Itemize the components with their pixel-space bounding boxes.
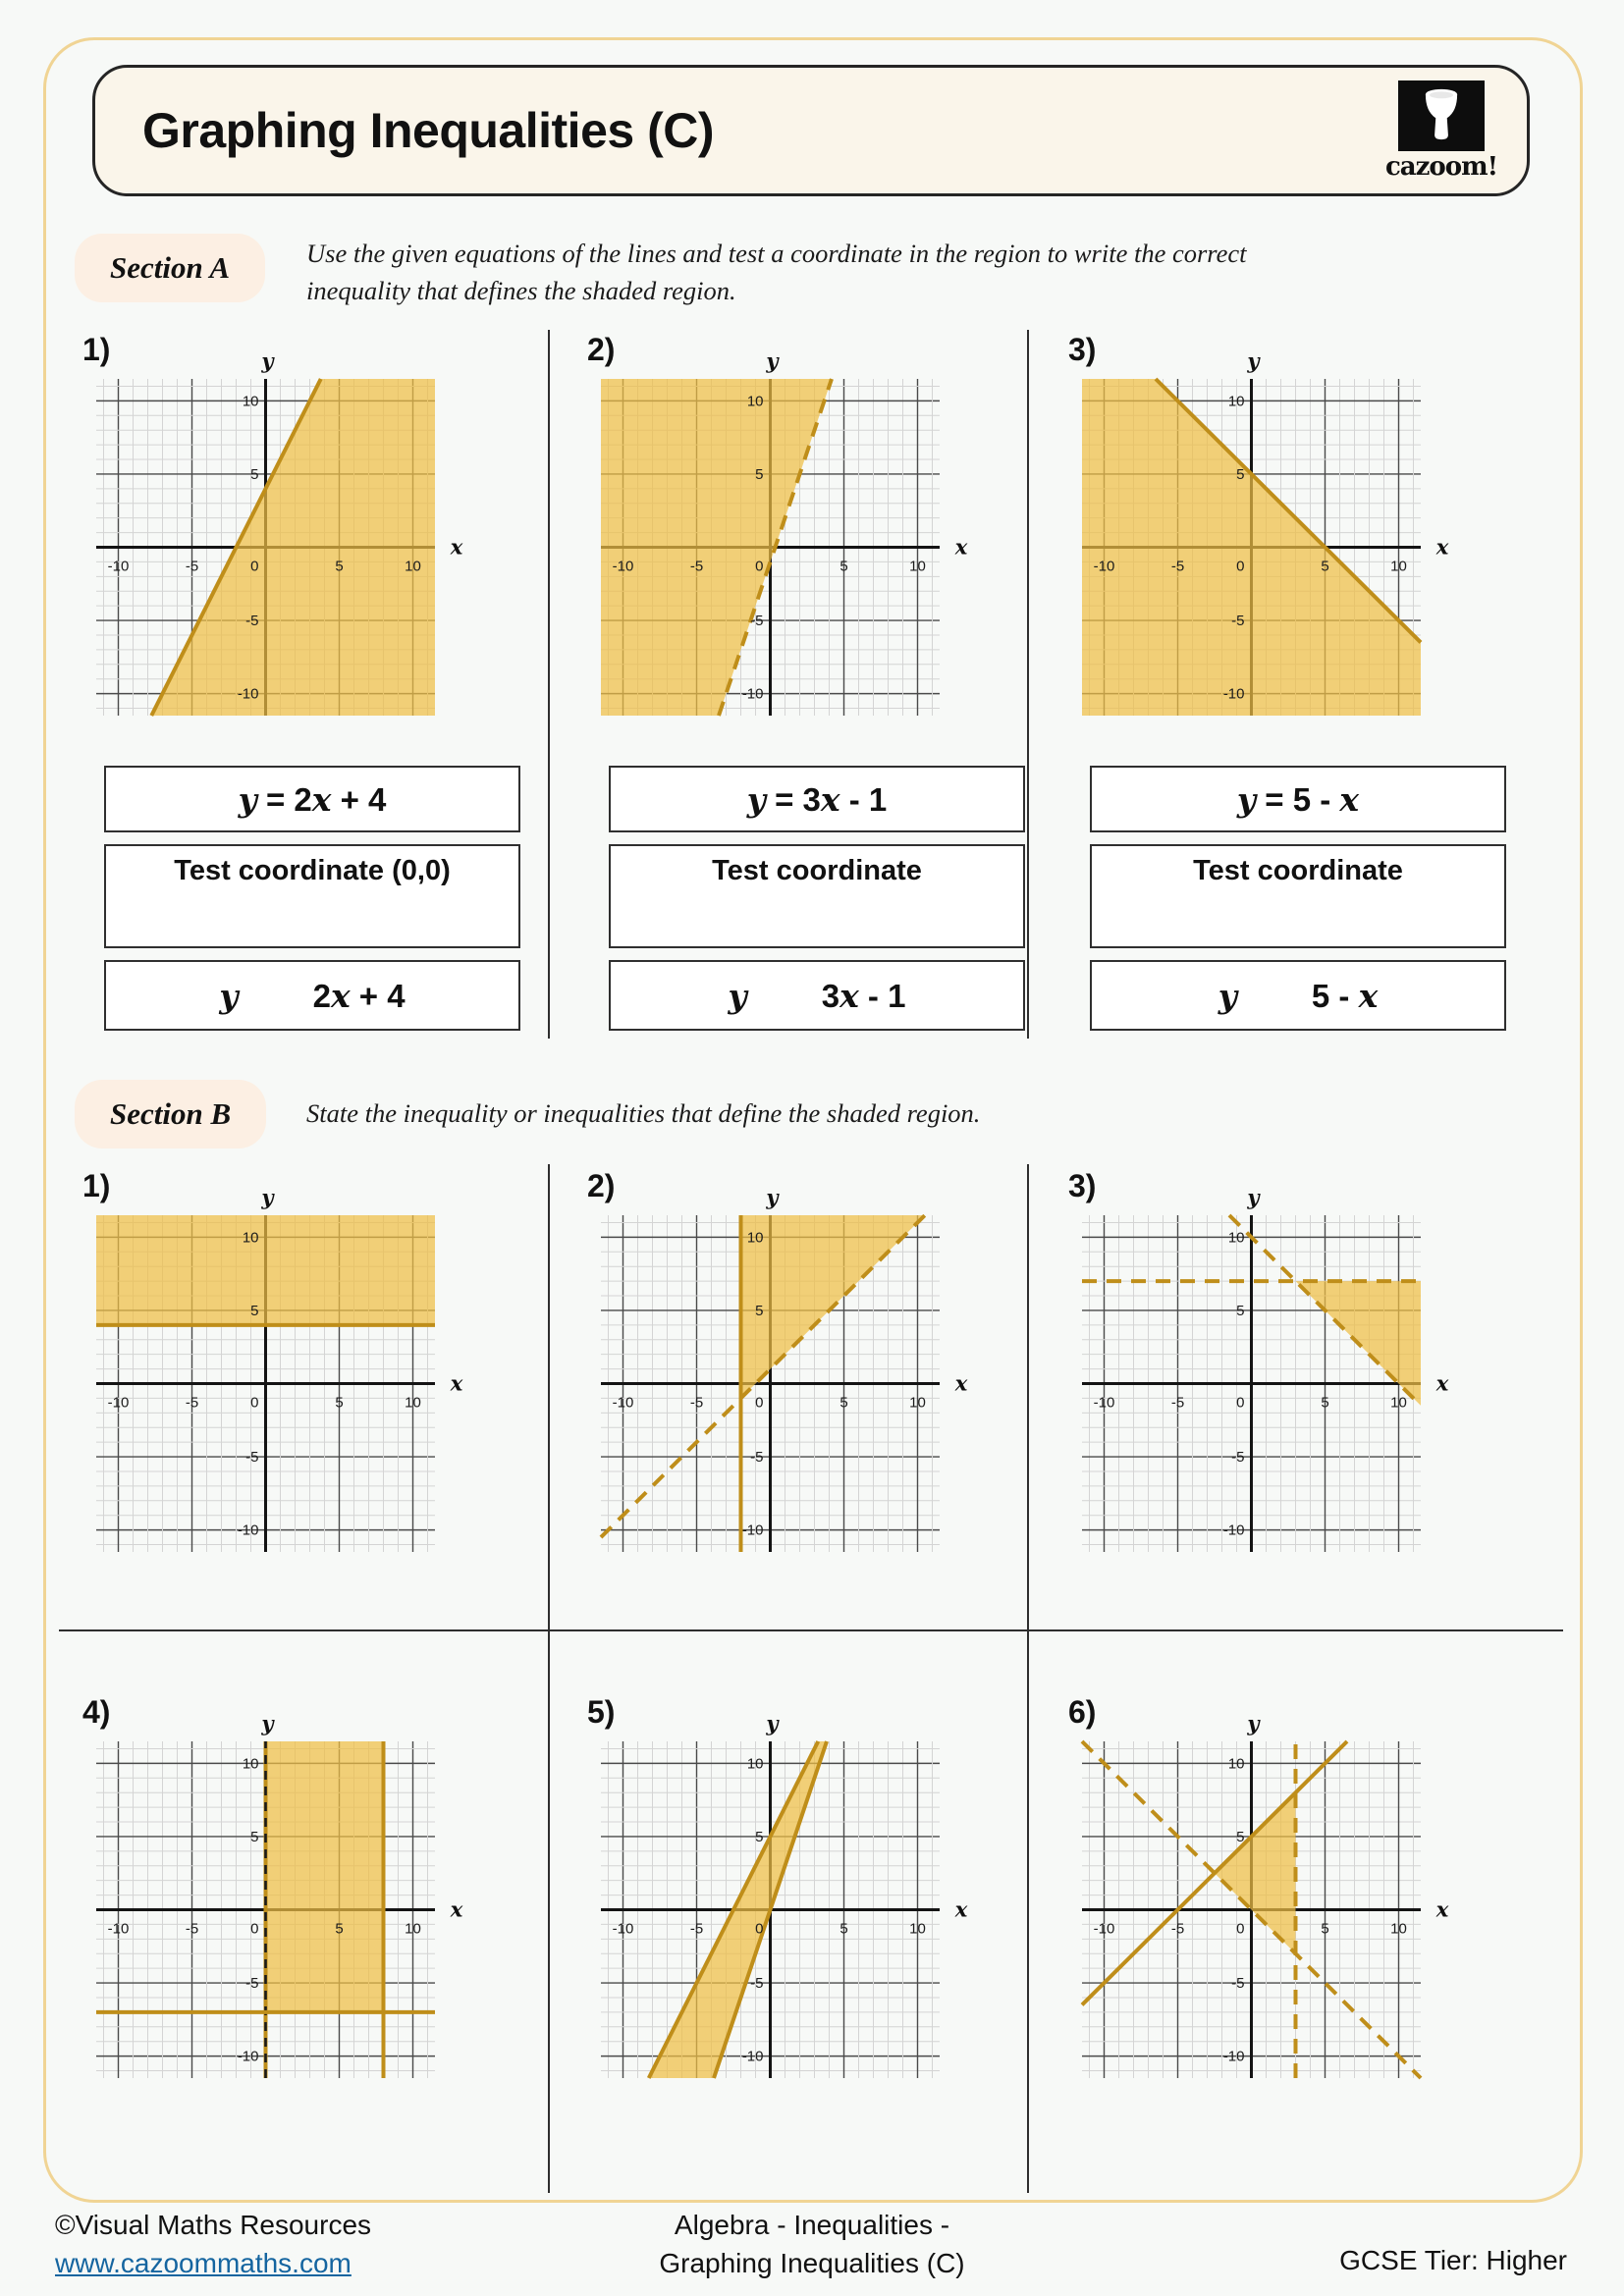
problem-number: 5) [587, 1694, 616, 1730]
section-b-problem [63, 1168, 534, 1688]
svg-text:0: 0 [755, 1394, 764, 1412]
svg-text:5: 5 [335, 1920, 344, 1938]
svg-text:-10: -10 [1222, 1522, 1245, 1539]
svg-text:-10: -10 [612, 1394, 634, 1412]
problem-number: 1) [82, 1168, 111, 1203]
footer-center [659, 2207, 964, 2282]
svg-text:-10: -10 [107, 558, 130, 575]
svg-text:10: 10 [405, 1920, 421, 1938]
svg-text:5: 5 [1236, 1302, 1245, 1319]
inequality-graph [1076, 1716, 1454, 2084]
svg-text:5: 5 [839, 1920, 848, 1938]
svg-text:5: 5 [839, 558, 848, 575]
svg-text:-5: -5 [750, 1449, 764, 1467]
answer-box[interactable] [1090, 960, 1506, 1031]
test-coordinate-box[interactable] [1090, 844, 1506, 948]
svg-text:10: 10 [1227, 1229, 1245, 1247]
test-coordinate-label: Test coordinate [1193, 855, 1403, 886]
equation-text: y = 5 - x [1236, 779, 1360, 819]
svg-text:-5: -5 [1231, 1975, 1245, 1993]
svg-text:-5: -5 [185, 1394, 199, 1412]
svg-text:-5: -5 [750, 1975, 764, 1993]
test-coordinate-label: Test coordinate (0,0) [174, 855, 451, 886]
svg-text:10: 10 [746, 1229, 764, 1247]
test-coordinate-box[interactable] [104, 844, 520, 948]
header [92, 65, 1530, 196]
svg-text:10: 10 [746, 1755, 764, 1773]
svg-text:y: y [766, 353, 779, 373]
svg-text:10: 10 [909, 1394, 926, 1412]
svg-text:5: 5 [755, 1302, 764, 1319]
svg-text:y: y [766, 1190, 779, 1209]
inequality-graph [1076, 353, 1454, 721]
section-b-problem [1049, 1694, 1520, 2215]
equation-box [609, 766, 1025, 832]
svg-text:x: x [1435, 1370, 1449, 1396]
svg-text:-5: -5 [245, 613, 259, 630]
problem-number: 3) [1068, 332, 1097, 367]
svg-text:-5: -5 [1170, 1394, 1185, 1412]
cazoom-logo [1385, 80, 1497, 182]
section-a-badge: Section A [75, 234, 265, 302]
svg-text:-10: -10 [237, 2048, 259, 2065]
answer-rhs: 3x - 1 [821, 976, 906, 1015]
section-a-instructions: Use the given equations of the lines and test a coordinate in the region to write the correct inequality that defines the shaded region. [306, 239, 1247, 305]
problem-number: 3) [1068, 1168, 1097, 1203]
column-divider [1027, 330, 1029, 1039]
svg-text:x: x [450, 1370, 463, 1396]
svg-text:-10: -10 [741, 2048, 764, 2065]
section-b-instructions: State the inequality or inequalities that define the shaded region. [306, 1098, 981, 1128]
equation-text: y = 3x - 1 [746, 779, 888, 819]
svg-text:y: y [1247, 1190, 1260, 1209]
svg-text:0: 0 [1236, 1394, 1245, 1412]
answer-rhs: 2x + 4 [312, 976, 406, 1015]
svg-text:-5: -5 [689, 1394, 704, 1412]
inequality-graph [595, 1190, 973, 1558]
svg-text:-10: -10 [1222, 2048, 1245, 2065]
svg-text:x: x [450, 534, 463, 560]
svg-text:x: x [954, 1896, 968, 1922]
section-b-problem [1049, 1168, 1520, 1688]
svg-text:-10: -10 [741, 685, 764, 703]
footer-left [55, 2207, 371, 2282]
svg-text:10: 10 [242, 1755, 259, 1773]
svg-text:5: 5 [755, 465, 764, 483]
page-title: Graphing Inequalities (C) [142, 103, 714, 158]
svg-text:-5: -5 [689, 1920, 704, 1938]
answer-lhs: y [728, 976, 747, 1015]
svg-text:10: 10 [405, 1394, 421, 1412]
answer-rhs: 5 - x [1311, 976, 1379, 1015]
svg-text:-10: -10 [1093, 1394, 1115, 1412]
svg-text:5: 5 [839, 1394, 848, 1412]
answer-box[interactable] [104, 960, 520, 1031]
svg-text:-5: -5 [185, 1920, 199, 1938]
column-divider [548, 1164, 550, 2193]
answer-lhs: y [1218, 976, 1237, 1015]
logo-text: cazoom! [1384, 151, 1497, 182]
svg-text:5: 5 [1321, 558, 1329, 575]
answer-box[interactable] [609, 960, 1025, 1031]
shaded-region [1215, 1792, 1296, 1953]
footer-tier: GCSE Tier: Higher [1339, 2245, 1567, 2275]
answer-lhs: y [219, 976, 239, 1015]
section-a-problem [568, 332, 1039, 1039]
svg-text:x: x [1435, 534, 1449, 560]
inequality-graph [595, 1716, 973, 2084]
inequality-graph [90, 353, 468, 721]
svg-text:-10: -10 [1222, 685, 1245, 703]
svg-text:5: 5 [1236, 465, 1245, 483]
svg-text:5: 5 [250, 465, 259, 483]
section-b-problem [63, 1694, 534, 2215]
svg-text:y: y [261, 353, 274, 373]
svg-text:10: 10 [1227, 393, 1245, 410]
svg-text:10: 10 [1227, 1755, 1245, 1773]
svg-text:0: 0 [250, 1394, 259, 1412]
section-b-problem [568, 1694, 1039, 2215]
svg-text:y: y [1247, 353, 1260, 373]
svg-text:5: 5 [335, 558, 344, 575]
inequality-graph [595, 353, 973, 721]
svg-text:y: y [261, 1716, 274, 1735]
equation-box [104, 766, 520, 832]
test-coordinate-label: Test coordinate [712, 855, 922, 886]
svg-text:-5: -5 [245, 1449, 259, 1467]
svg-text:-10: -10 [612, 1920, 634, 1938]
problem-number: 6) [1068, 1694, 1097, 1730]
svg-text:10: 10 [746, 393, 764, 410]
svg-text:-10: -10 [1093, 558, 1115, 575]
shaded-region [96, 1215, 435, 1325]
svg-text:-10: -10 [237, 685, 259, 703]
equation-box [1090, 766, 1506, 832]
column-divider [548, 330, 550, 1039]
footer-copyright: ©Visual Maths Resources [55, 2210, 372, 2240]
svg-text:5: 5 [755, 1828, 764, 1845]
svg-text:-5: -5 [185, 558, 199, 575]
svg-text:y: y [261, 1190, 274, 1209]
section-a-problem [1049, 332, 1520, 1039]
problem-number: 2) [587, 332, 616, 367]
inequality-graph [1076, 1190, 1454, 1558]
svg-text:x: x [954, 534, 968, 560]
problem-number: 2) [587, 1168, 616, 1203]
svg-text:10: 10 [909, 558, 926, 575]
svg-text:-10: -10 [741, 1522, 764, 1539]
svg-text:0: 0 [755, 558, 764, 575]
svg-text:10: 10 [242, 393, 259, 410]
svg-text:5: 5 [250, 1828, 259, 1845]
footer-website-link[interactable]: www.cazoommaths.com [55, 2247, 352, 2278]
svg-text:10: 10 [1390, 1920, 1407, 1938]
section-a-problem [63, 332, 534, 1039]
svg-text:-5: -5 [1231, 613, 1245, 630]
section-b-badge: Section B [75, 1080, 266, 1148]
svg-text:10: 10 [1390, 558, 1407, 575]
inequality-graph [90, 1190, 468, 1558]
problem-number: 4) [82, 1694, 111, 1730]
svg-text:0: 0 [250, 1920, 259, 1938]
svg-text:0: 0 [1236, 558, 1245, 575]
svg-text:-5: -5 [1170, 558, 1185, 575]
svg-text:x: x [450, 1896, 463, 1922]
svg-text:y: y [766, 1716, 779, 1735]
svg-text:-10: -10 [107, 1394, 130, 1412]
shaded-region [266, 1741, 384, 2012]
svg-text:10: 10 [405, 558, 421, 575]
svg-text:5: 5 [1321, 1920, 1329, 1938]
svg-text:x: x [954, 1370, 968, 1396]
column-divider [1027, 1164, 1029, 2193]
section-b-problem [568, 1168, 1039, 1688]
equation-text: y = 2x + 4 [238, 779, 387, 819]
test-coordinate-box[interactable] [609, 844, 1025, 948]
svg-text:-10: -10 [237, 1522, 259, 1539]
svg-text:-5: -5 [689, 558, 704, 575]
svg-text:5: 5 [1321, 1394, 1329, 1412]
svg-text:y: y [1247, 1716, 1260, 1735]
svg-text:10: 10 [909, 1920, 926, 1938]
svg-text:5: 5 [250, 1302, 259, 1319]
svg-text:-10: -10 [107, 1920, 130, 1938]
svg-text:10: 10 [1390, 1394, 1407, 1412]
footer-topic-line2: Graphing Inequalities (C) [659, 2247, 965, 2278]
problem-number: 1) [82, 332, 111, 367]
svg-text:-10: -10 [1093, 1920, 1115, 1938]
inequality-graph [90, 1716, 468, 2084]
row-divider [59, 1629, 1563, 1631]
svg-text:0: 0 [250, 558, 259, 575]
svg-text:-5: -5 [1170, 1920, 1185, 1938]
svg-text:x: x [1435, 1896, 1449, 1922]
svg-text:-10: -10 [612, 558, 634, 575]
svg-text:-5: -5 [1231, 1449, 1245, 1467]
svg-text:-5: -5 [750, 613, 764, 630]
svg-text:0: 0 [755, 1920, 764, 1938]
svg-text:0: 0 [1236, 1920, 1245, 1938]
footer-topic-line1: Algebra - Inequalities - [674, 2210, 950, 2240]
svg-text:-5: -5 [245, 1975, 259, 1993]
svg-text:5: 5 [335, 1394, 344, 1412]
svg-text:10: 10 [242, 1229, 259, 1247]
drum-icon [1398, 80, 1485, 151]
svg-text:5: 5 [1236, 1828, 1245, 1845]
